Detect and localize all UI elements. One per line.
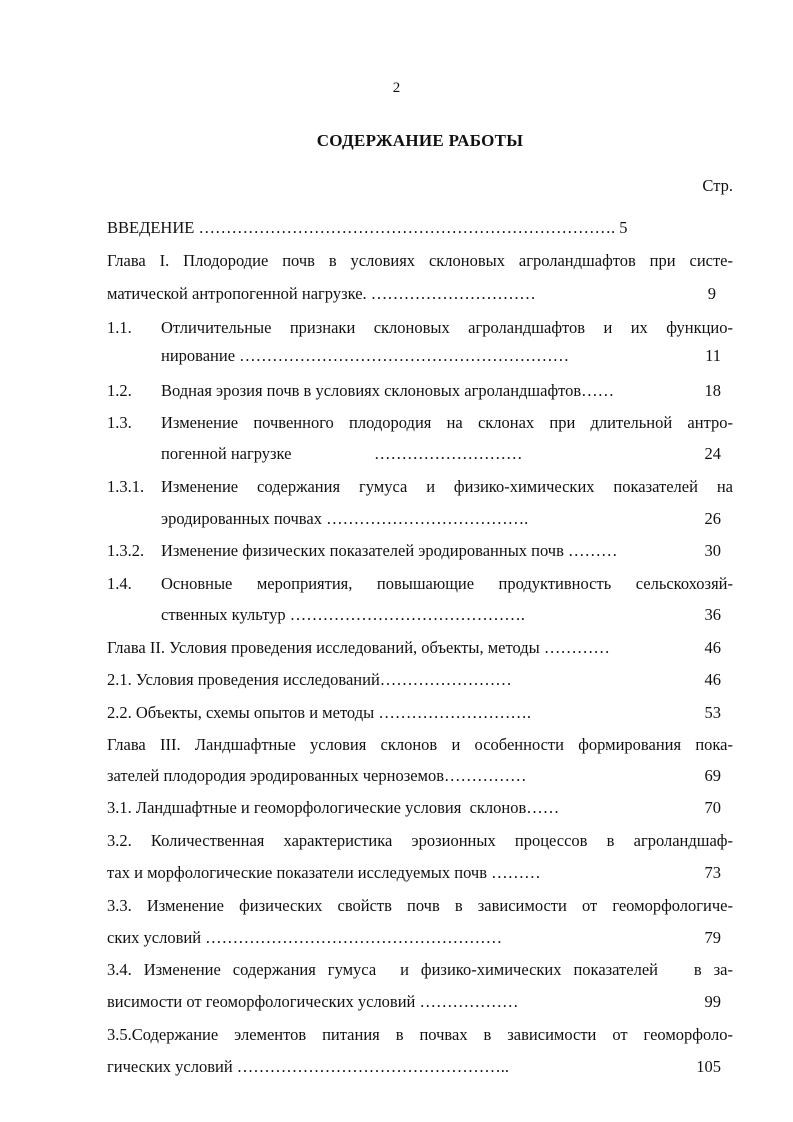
- toc-entry-page: 36: [704, 605, 721, 624]
- toc-entry-text: Глава III. Ландшафтные условия склонов и особенности формирования пока-: [107, 735, 733, 754]
- toc-entry-text: 2.1. Условия проведения исследований……………………: [107, 670, 512, 689]
- toc-entry-text: 3.5.Содержание элементов питания в почвах в зависимости от геоморфоло-: [107, 1025, 733, 1044]
- toc-entry-text: Изменение почвенного плодородия на склонах при длительной антро-: [161, 413, 733, 432]
- toc-entry-text: эродированных почвах ……………………………….: [161, 509, 529, 528]
- toc-entry-page: 79: [704, 928, 721, 947]
- toc-entry-page: 18: [704, 381, 721, 400]
- toc-entry-text: ственных культур …………………………………….: [161, 605, 525, 624]
- toc-entry-text: Изменение физических показателей эродированных почв ………: [161, 541, 618, 560]
- toc-entry-text: тах и морфологические показатели исследуемых почв ………: [107, 863, 541, 882]
- toc-entry-page: 30: [704, 541, 721, 560]
- toc-entry-page: 70: [704, 798, 721, 817]
- toc-entry-number: 1.2.: [107, 381, 132, 400]
- toc-entry-page: 99: [704, 992, 721, 1011]
- toc-entry-text: 2.2. Объекты, схемы опытов и методы ……………………….: [107, 703, 531, 722]
- toc-entry-page: 11: [705, 346, 721, 365]
- toc-entry-text: 3.3. Изменение физических свойств почв в зависимости от геоморфологиче-: [107, 896, 733, 915]
- toc-entry-text: ВВЕДЕНИЕ …………………………………………………………………. 5: [107, 218, 628, 237]
- toc-entry-text: матической антропогенной нагрузке. …………………………: [107, 284, 536, 303]
- toc-entry-text: погенной нагрузке ………………………: [161, 444, 523, 463]
- toc-entry-text: Отличительные признаки склоновых агроландшафтов и их функцио-: [161, 318, 733, 337]
- page-column-label: Стр.: [702, 176, 733, 195]
- toc-entry-text: 3.1. Ландшафтные и геоморфологические условия склонов……: [107, 798, 560, 817]
- toc-entry-text: 3.4. Изменение содержания гумуса и физико-химических показателей в за-: [107, 960, 733, 979]
- toc-entry-text: нирование ……………………………………………………: [161, 346, 570, 365]
- toc-entry-page: 73: [704, 863, 721, 882]
- toc-entry-number: 1.4.: [107, 574, 132, 593]
- toc-entry-text: ских условий ………………………………………………: [107, 928, 503, 947]
- toc-entry-page: 69: [704, 766, 721, 785]
- toc-entry-number: 1.3.2.: [107, 541, 145, 560]
- page-number: 2: [392, 80, 401, 96]
- toc-entry-page: 46: [704, 638, 721, 657]
- toc-entry-text: висимости от геоморфологических условий ………………: [107, 992, 519, 1011]
- toc-entry-number: 1.3.1.: [107, 477, 145, 496]
- toc-entry-page: 24: [704, 444, 721, 463]
- toc-entry-text: Глава I. Плодородие почв в условиях склоновых агроландшафтов при систе-: [107, 251, 733, 270]
- toc-entry-text: Водная эрозия почв в условиях склоновых агроландшафтов……: [161, 381, 615, 400]
- toc-entry-text: зателей плодородия эродированных черноземов……………: [107, 766, 527, 785]
- toc-entry-text: 3.2. Количественная характеристика эрозионных процессов в агроландшаф-: [107, 831, 733, 850]
- toc-entry-text: Глава II. Условия проведения исследований, объекты, методы …………: [107, 638, 610, 657]
- toc-entry-text: Основные мероприятия, повышающие продуктивность сельскохозяй-: [161, 574, 733, 593]
- toc-entry-number: 1.3.: [107, 413, 132, 432]
- toc-entry-number: 1.1.: [107, 318, 132, 337]
- toc-entry-text: Изменение содержания гумуса и физико-химических показателей на: [161, 477, 733, 496]
- toc-entry-page: 53: [704, 703, 721, 722]
- page-title: СОДЕРЖАНИЕ РАБОТЫ: [316, 131, 524, 150]
- toc-entry-page: 105: [696, 1057, 721, 1076]
- toc-entry-page: 46: [704, 670, 721, 689]
- toc-entry-text: гических условий …………………………………………..: [107, 1057, 510, 1076]
- toc-entry-page: 9: [707, 284, 716, 303]
- toc-entry-page: 26: [704, 509, 721, 528]
